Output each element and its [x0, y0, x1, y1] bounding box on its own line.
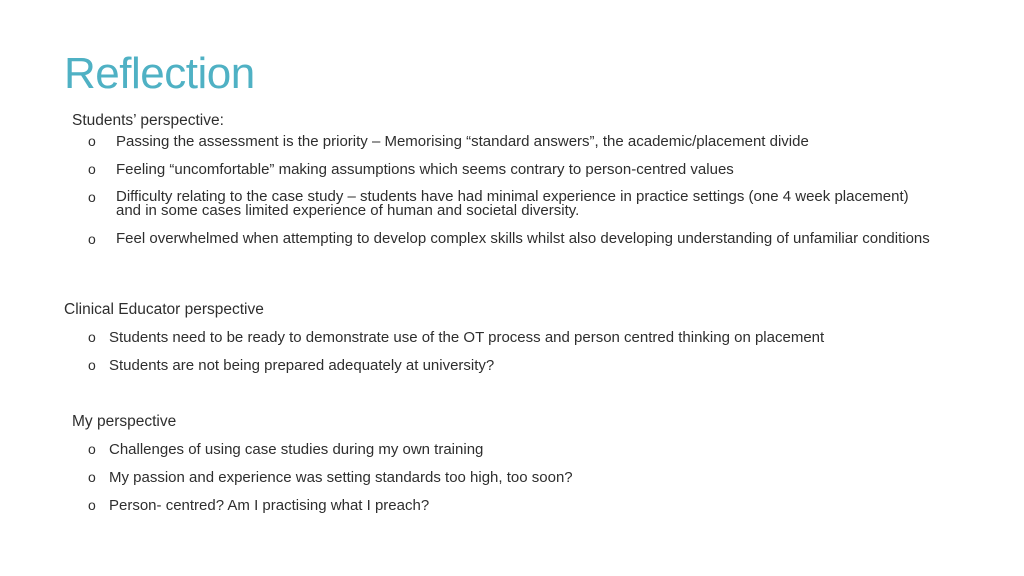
list-item [88, 498, 948, 514]
my-perspective-heading: My perspective [72, 413, 177, 430]
list-item-text: Passing the assessment is the priority – Memorising “standard answers”, the academic/placement divide [116, 133, 809, 150]
bullet-marker: o [88, 189, 96, 205]
students-perspective-heading: Students’ perspective: [72, 112, 224, 129]
list-item-text: Challenges of using case studies during my own training [109, 441, 484, 458]
list-item-text: Person- centred? Am I practising what I preach? [109, 497, 430, 514]
bullet-marker: o [88, 357, 96, 373]
bullet-marker: o [88, 497, 96, 513]
list-item [88, 330, 948, 346]
list-item [88, 470, 948, 486]
list-item-text: Students need to be ready to demonstrate use of the OT process and person centred thinking on placement [109, 329, 825, 346]
list-item-text: Feel overwhelmed when attempting to develop complex skills whilst also developing understanding of unfamiliar conditions [116, 230, 930, 247]
list-item [88, 162, 948, 178]
clinical-educator-heading: Clinical Educator perspective [64, 301, 264, 318]
bullet-marker: o [88, 441, 96, 457]
list-item [88, 232, 948, 246]
bullet-marker: o [88, 469, 96, 485]
list-item [88, 442, 948, 458]
list-item [88, 134, 948, 150]
list-item-text: My passion and experience was setting standards too high, too soon? [109, 469, 573, 486]
slide-title: Reflection [64, 49, 255, 98]
list-item [88, 190, 948, 218]
bullet-marker: o [88, 231, 96, 247]
list-item [88, 358, 948, 374]
bullet-marker: o [88, 161, 96, 177]
list-item-text: Difficulty relating to the case study – students have had minimal experience in practice settings (one 4 week placement) and in some cases limited experience of human and societal diversity. [116, 188, 909, 219]
bullet-marker: o [88, 329, 96, 345]
bullet-marker: o [88, 133, 96, 149]
list-item-text: Students are not being prepared adequately at university? [109, 357, 495, 374]
list-item-text: Feeling “uncomfortable” making assumptions which seems contrary to person-centred values [116, 161, 734, 178]
